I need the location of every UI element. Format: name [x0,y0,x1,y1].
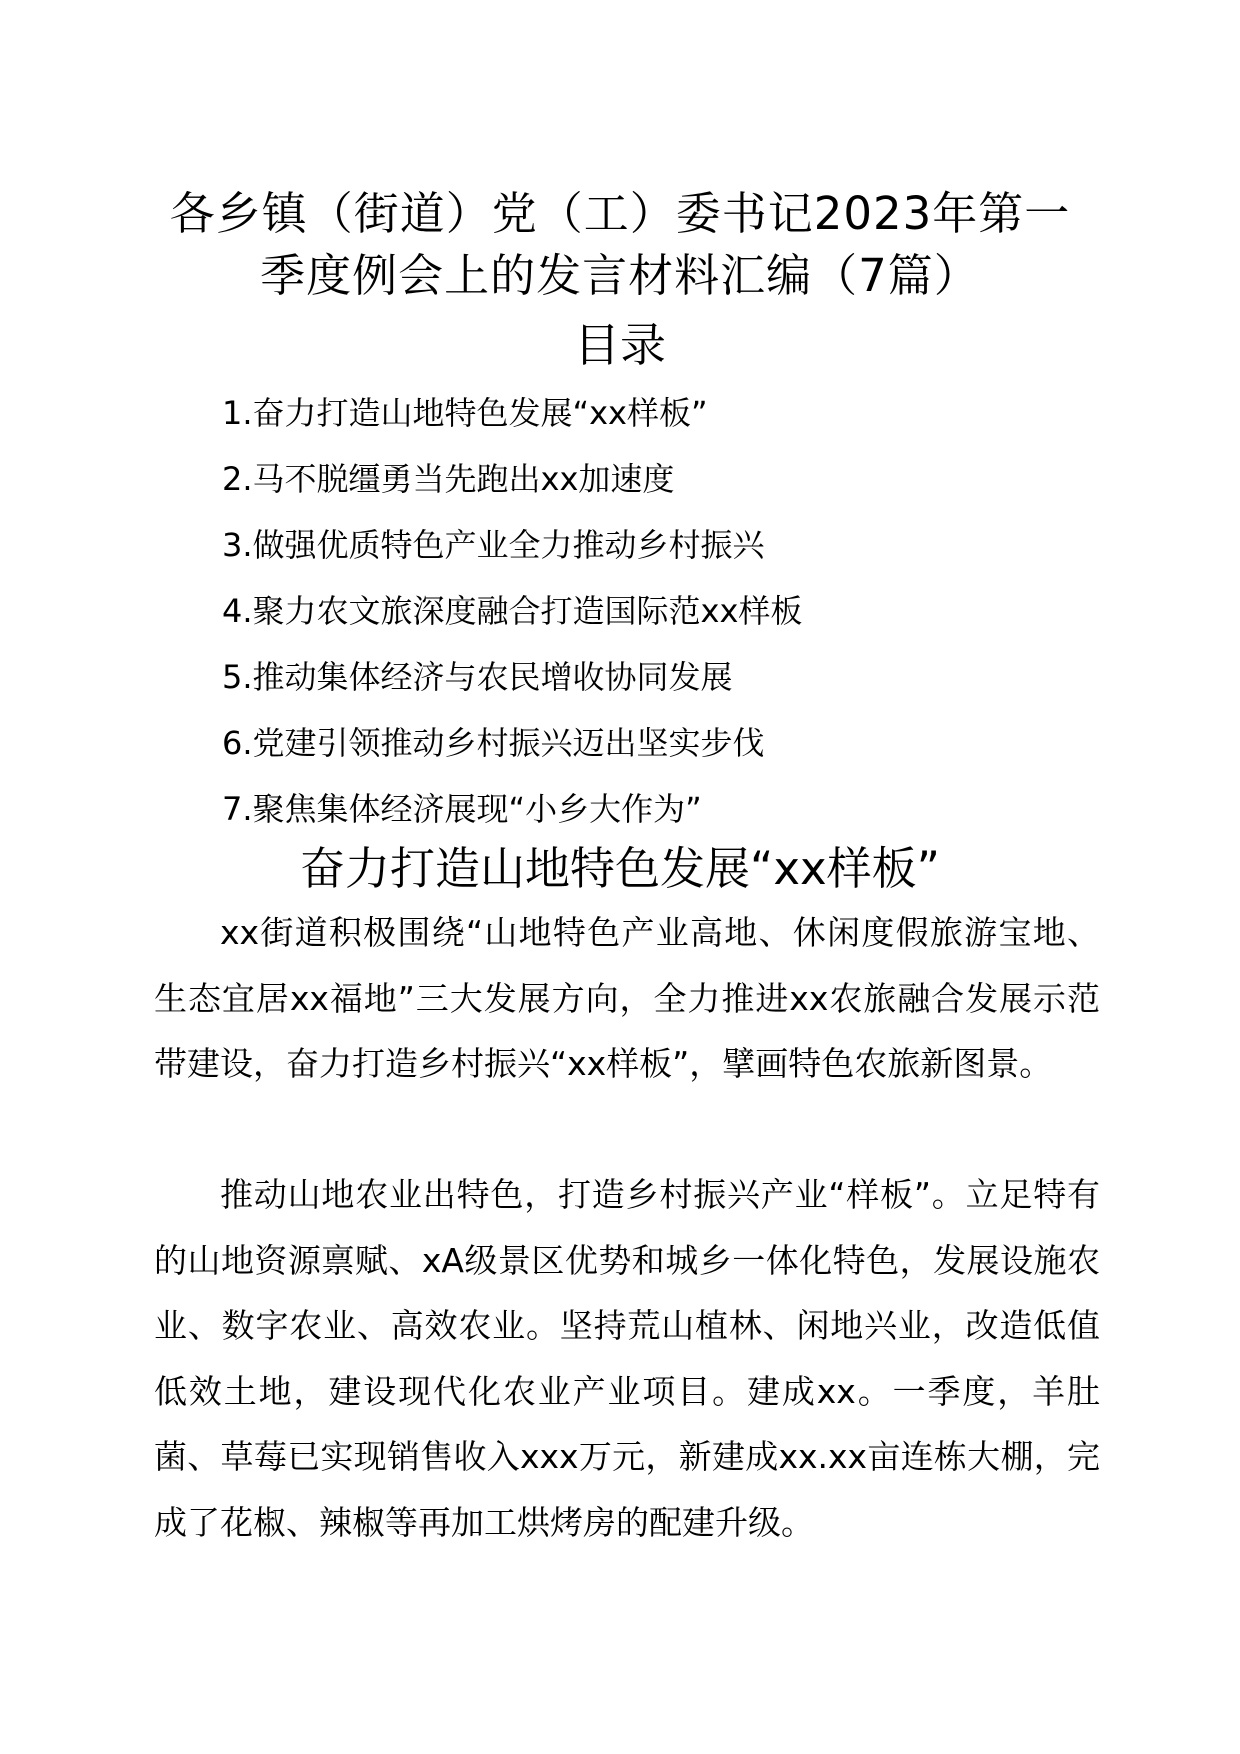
section-heading: 奋力打造山地特色发展“xx样板” [300,842,940,895]
toc-item-7: 7.聚焦集体经济展现“小乡大作为” [222,790,702,828]
body-paragraph-1: xx街道积极围绕“山地特色产业高地、休闲度假旅游宝地、生态宜居xx福地”三大发展方向，全力推进xx农旅融合发展示范带建设，奋力打造乡村振兴“xx样板”，擘画特色农旅新图景。 [154,913,1100,1083]
table-of-contents [222,380,802,842]
body-paragraph-2: 推动山地农业出特色，打造乡村振兴产业“样板”。立足特有的山地资源禀赋、xA级景区优势和城乡一体化特色，发展设施农业、数字农业、高效农业。坚持荒山植林、闲地兴业，改造低值低效土地，建设现代化农业产业项目。建成xx。一季度，羊肚菌、草莓已实现销售收入xxx万元，新建成xx.xx亩连栋大棚，完成了花椒、辣椒等再加工烘烤房的配建升级。 [154,1175,1100,1542]
toc-item-1: 1.奋力打造山地特色发展“xx样板” [222,394,708,432]
document-title-line-2: 季度例会上的发言材料汇编（7篇） [260,249,980,302]
toc-item-5: 5.推动集体经济与农民增收协同发展 [222,658,733,696]
document-title-line-1: 各乡镇（街道）党（工）委书记2023年第一 [169,187,1071,240]
toc-item-6: 6.党建引领推动乡村振兴迈出坚实步伐 [222,724,765,762]
toc-item-3: 3.做强优质特色产业全力推动乡村振兴 [222,526,765,564]
toc-item-2: 2.马不脱缰勇当先跑出xx加速度 [222,460,675,498]
toc-heading: 目录 [574,318,666,372]
toc-item-4: 4.聚力农文旅深度融合打造国际范xx样板 [222,592,803,630]
